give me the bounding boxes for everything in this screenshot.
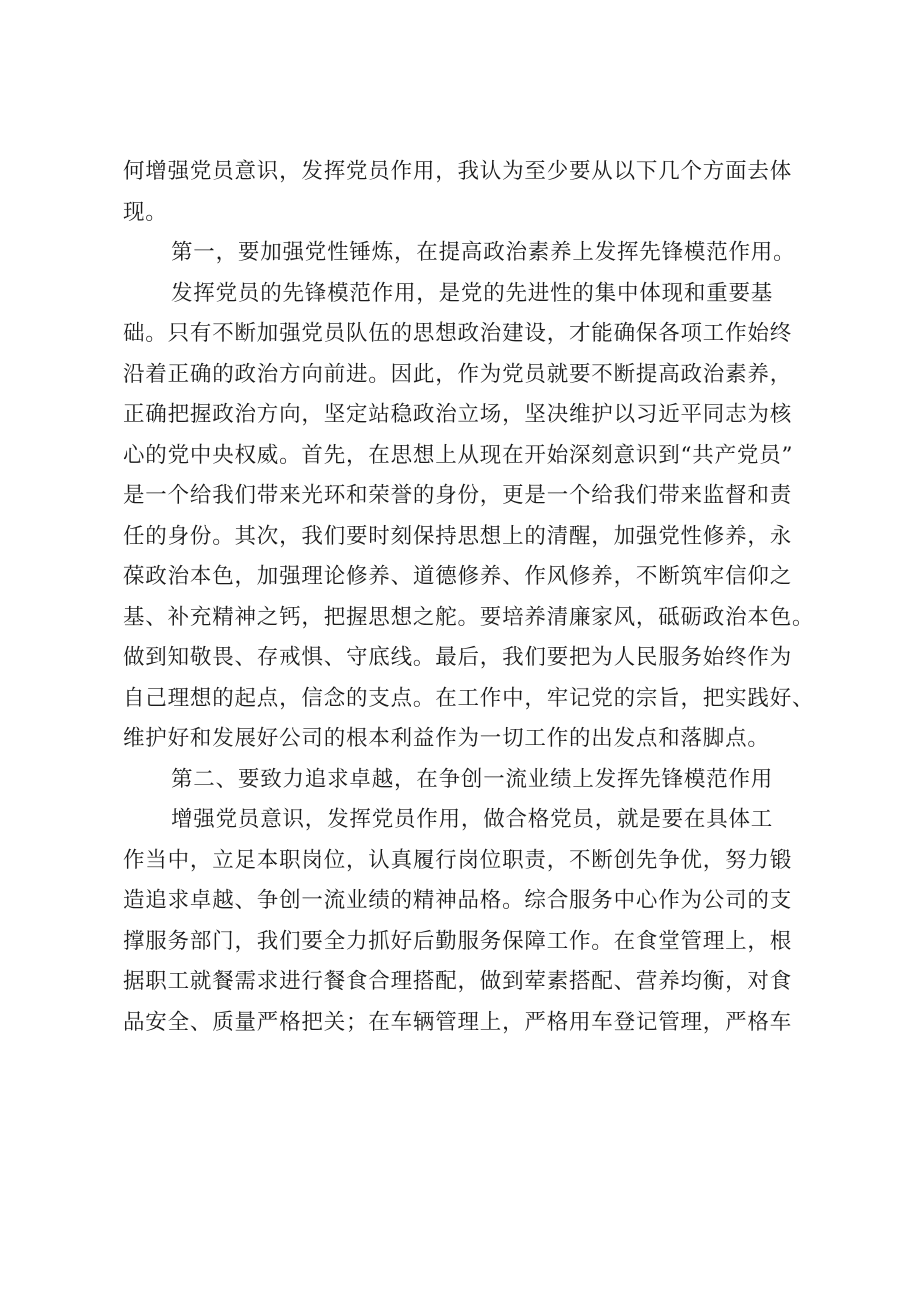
text-line: 何增强党员意识，发挥党员作用，我认为至少要从以下几个方面去体 — [123, 159, 793, 184]
text-line: 沿着正确的政治方向前进。因此，作为党员就要不断提高政治素养， — [123, 361, 793, 387]
text-line: 品安全、质量严格把关；在车辆管理上，严格用车登记管理，严格车 — [123, 1009, 793, 1035]
section-heading-2: 第二、要致力追求卓越，在争创一流业绩上发挥先锋模范作用 — [171, 766, 774, 792]
text-line: 撑服务部门，我们要全力抓好后勤服务保障工作。在食堂管理上，根 — [123, 928, 793, 954]
text-line: 维护好和发展好公司的根本利益作为一切工作的出发点和落脚点。 — [123, 726, 770, 751]
text-line: 据职工就餐需求进行餐食合理搭配，做到荤素搭配、营养均衡，对食 — [123, 969, 793, 994]
text-line: 基、补充精神之钙，把握思想之舵。要培养清廉家风，砥砺政治本色。 — [123, 604, 815, 630]
text-line: 任的身份。其次，我们要时刻保持思想上的清醒，加强党性修养，永 — [123, 523, 793, 549]
text-line: 是一个给我们带来光环和荣誉的身份，更是一个给我们带来监督和责 — [123, 483, 793, 508]
text-line: 作当中，立足本职岗位，认真履行岗位职责，不断创先争优，努力锻 — [123, 847, 793, 873]
text-line: 心的党中央权威。首先，在思想上从现在开始深刻意识到“共产党员” — [123, 442, 794, 468]
body-text — [123, 152, 815, 1043]
section-heading-1: 第一，要加强党性锤炼，在提高政治素养上发挥先锋模范作用。 — [171, 240, 796, 265]
text-line: 增强党员意识，发挥党员作用，做合格党员，就是要在具体工 — [171, 807, 774, 832]
text-line: 造追求卓越、争创一流业绩的精神品格。综合服务中心作为公司的支 — [123, 888, 793, 913]
text-line: 做到知敬畏、存戒惧、守底线。最后，我们要把为人民服务始终作为 — [123, 645, 793, 670]
text-line: 础。只有不断加强党员队伍的思想政治建设，才能确保各项工作始终 — [123, 321, 793, 346]
text-line: 葆政治本色，加强理论修养、道德修养、作风修养，不断筑牢信仰之 — [123, 564, 793, 589]
text-line: 自己理想的起点，信念的支点。在工作中，牢记党的宗旨，把实践好、 — [123, 685, 815, 711]
text-line: 发挥党员的先锋模范作用，是党的先进性的集中体现和重要基 — [171, 280, 774, 306]
text-line: 现。 — [123, 199, 168, 225]
text-line: 正确把握政治方向，坚定站稳政治立场，坚决维护以习近平同志为核 — [123, 402, 793, 427]
